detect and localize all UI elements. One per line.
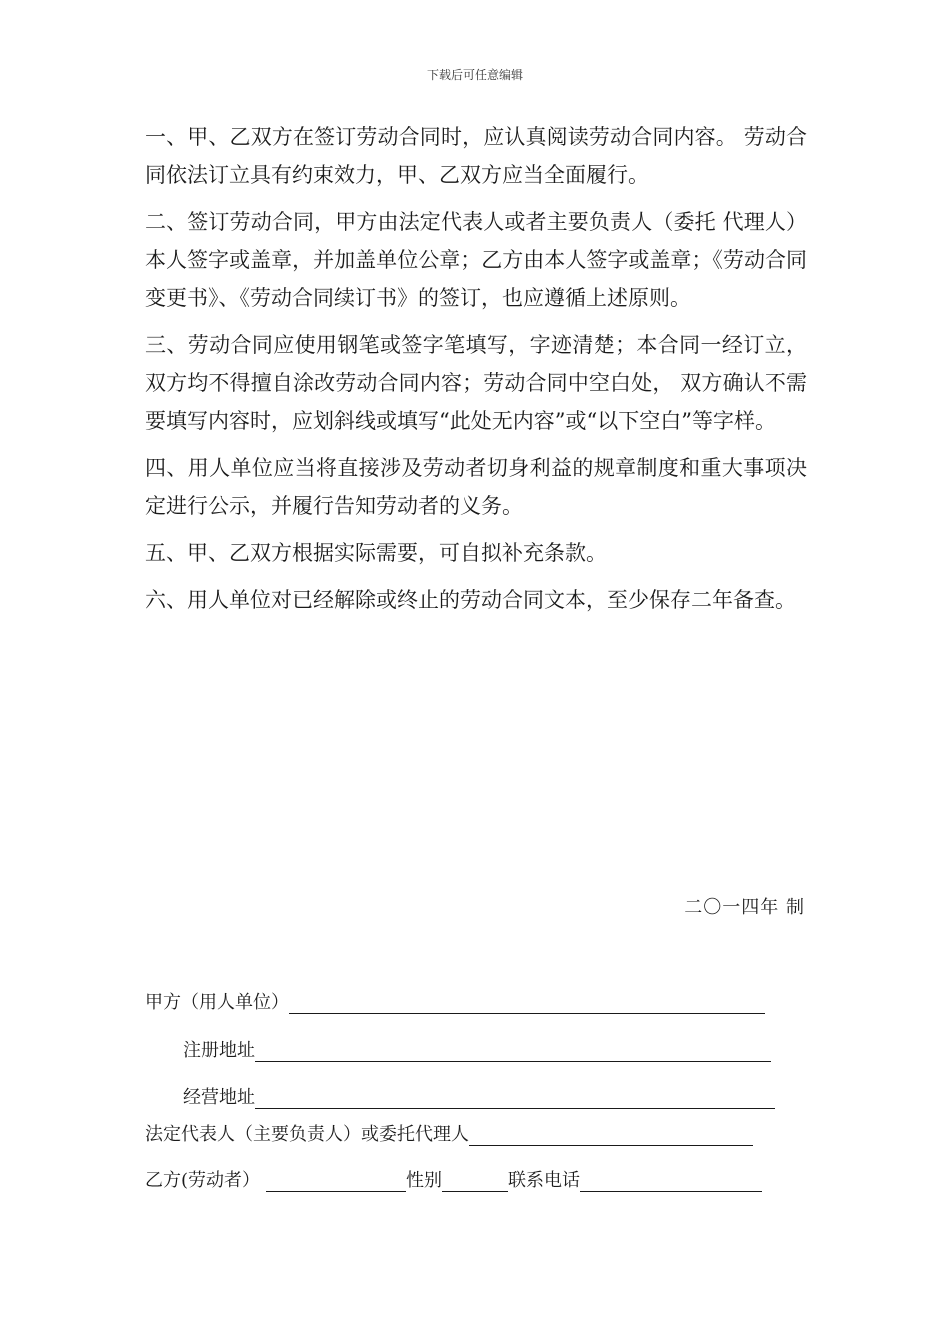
business-address-row [183, 1083, 775, 1109]
registered-address-field[interactable] [255, 1039, 771, 1062]
year-mark: 二〇一四年 制 [684, 897, 805, 918]
party-a-row [145, 988, 765, 1014]
clause-3: 三、劳动合同应使用钢笔或签字笔填写，字迹清楚；本合同一经订立，双方均不得擅自涂改劳动合同内容；劳动合同中空白处， 双方确认不需要填写内容时，应划斜线或填写“此处无内容”或“以下空白”等字样。 [145, 333, 807, 433]
phone-field[interactable] [580, 1169, 762, 1192]
clause-6: 六、用人单位对已经解除或终止的劳动合同文本，至少保存二年备查。 [145, 588, 796, 612]
party-a-field[interactable] [289, 991, 765, 1014]
clause-1: 一、甲、乙双方在签订劳动合同时，应认真阅读劳动合同内容。 劳动合同依法订立具有约束效力，甲、乙双方应当全面履行。 [145, 125, 807, 187]
legal-rep-label: 法定代表人（主要负责人）或委托代理人 [145, 1124, 469, 1145]
phone-label: 联系电话 [508, 1170, 581, 1191]
party-a-label: 甲方（用人单位） [145, 992, 289, 1013]
registered-address-label: 注册地址 [183, 1040, 255, 1061]
party-b-field[interactable] [266, 1169, 406, 1192]
clause-2: 二、签订劳动合同，甲方由法定代表人或者主要负责人（委托 代理人）本人签字或盖章，并加盖单位公章；乙方由本人签字或盖章；《劳动合同变更书》、《劳动合同续订书》的签订，也应遵循上述原则。 [145, 210, 807, 310]
legal-rep-field[interactable] [469, 1123, 753, 1146]
party-b-label: 乙方(劳动者） [145, 1170, 261, 1191]
legal-rep-row [145, 1120, 753, 1146]
party-b-row [145, 1166, 762, 1192]
business-address-field[interactable] [255, 1086, 775, 1109]
clause-5: 五、甲、乙双方根据实际需要，可自拟补充条款。 [145, 541, 607, 565]
registered-address-row [183, 1036, 771, 1062]
business-address-label: 经营地址 [183, 1087, 255, 1108]
gender-label: 性别 [406, 1170, 443, 1191]
instruction-clauses [145, 118, 807, 628]
header-note: 下载后可任意编辑 [426, 68, 523, 82]
gender-field[interactable] [442, 1169, 508, 1192]
clause-4: 四、用人单位应当将直接涉及劳动者切身利益的规章制度和重大事项决定进行公示，并履行告知劳动者的义务。 [145, 456, 807, 518]
